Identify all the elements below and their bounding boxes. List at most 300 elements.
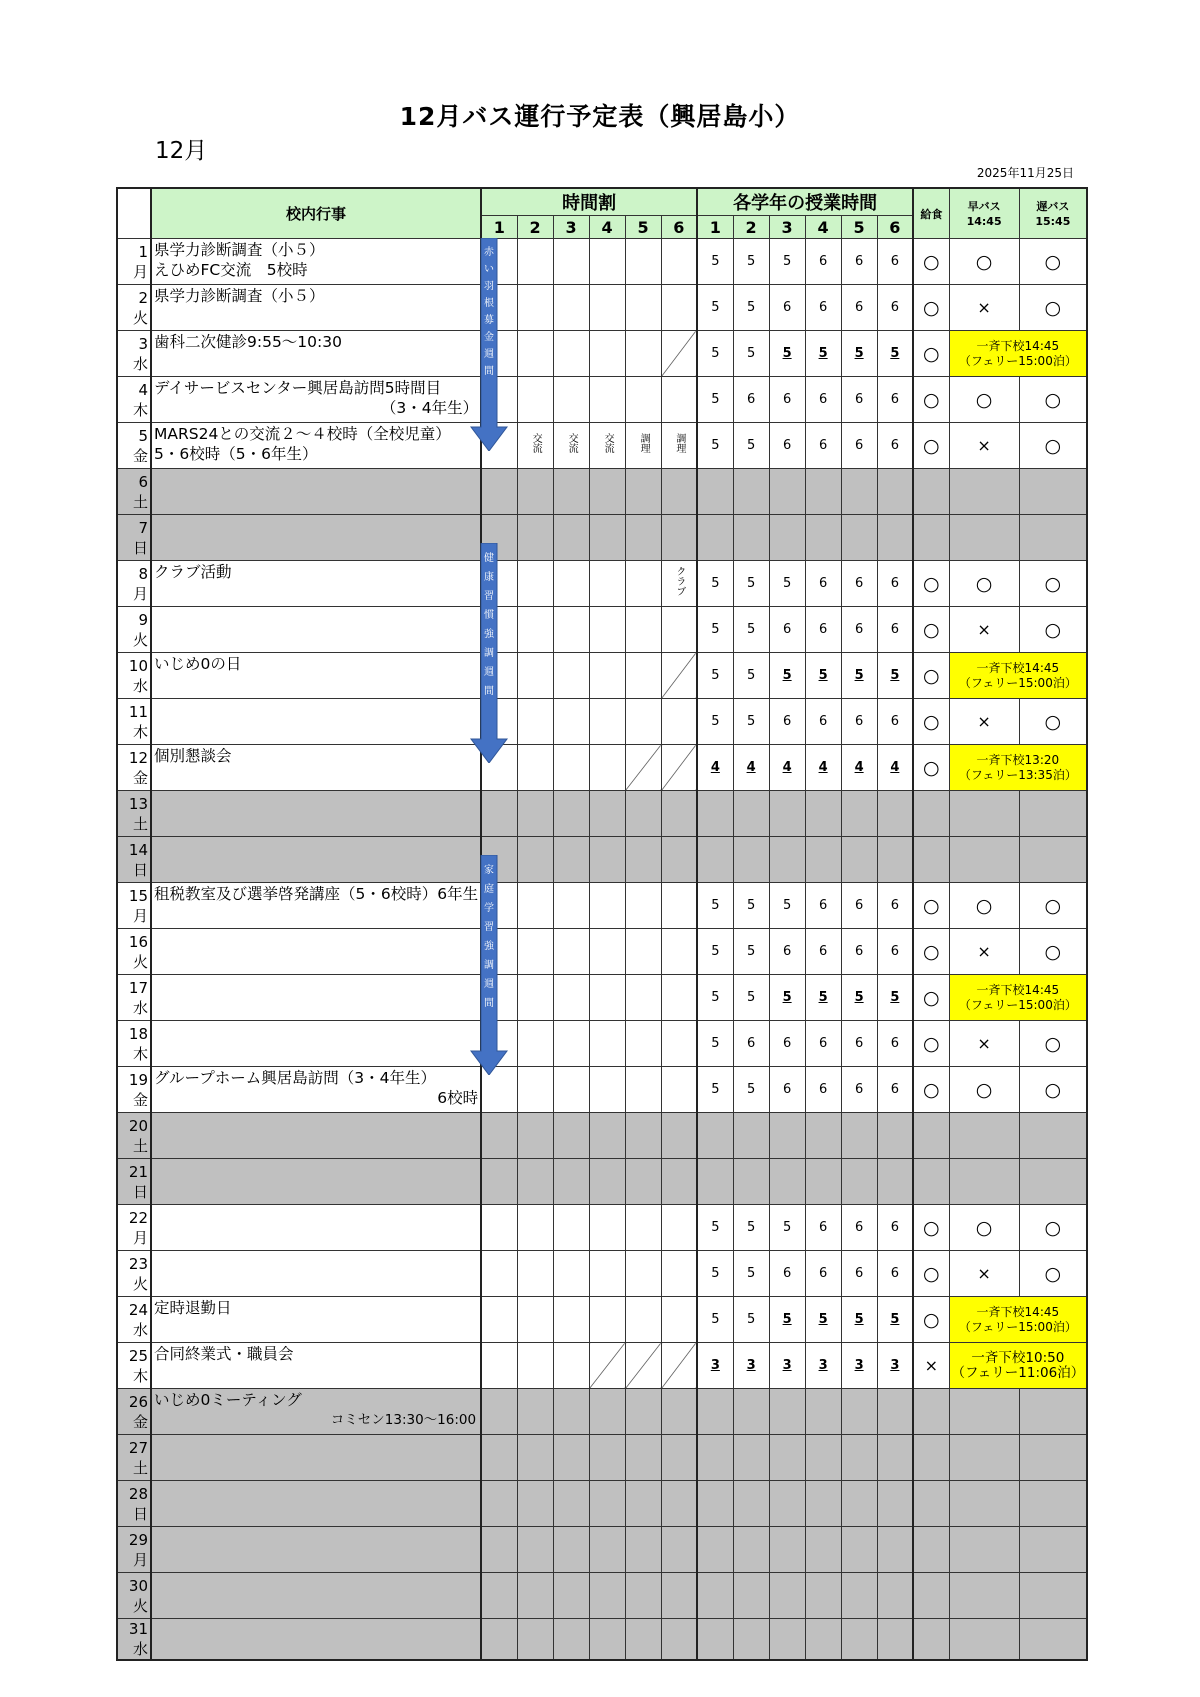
grade-hours-cell [805, 883, 841, 929]
period-cell [589, 561, 625, 607]
early-bus-time: 14:45 [966, 214, 1002, 228]
grade-hours-cell [841, 791, 877, 837]
late-bus-cell [1019, 1067, 1087, 1113]
grade-hours-cell [805, 1067, 841, 1113]
period-cell [661, 883, 697, 929]
period-cell [589, 1389, 625, 1435]
day-number: 28 [128, 1484, 148, 1503]
event-cell [151, 1343, 481, 1389]
ferry-time: （フェリー13:35泊） [958, 767, 1077, 782]
period-cell [517, 1021, 553, 1067]
event-line: 歯科二次健診9:55～10:30 [154, 333, 342, 351]
period-cell [661, 1619, 697, 1661]
late-bus-time: 15:45 [1035, 214, 1071, 228]
late-bus-mark: ○ [1044, 1078, 1062, 1101]
grade-hours-cell [769, 1619, 805, 1661]
grade-hours-cell [733, 239, 769, 285]
lesson-count: 5 [711, 346, 720, 361]
day-of-week: 土 [132, 1458, 148, 1477]
lesson-count: 3 [818, 1358, 828, 1373]
period-cell [553, 1435, 589, 1481]
day-number: 2 [138, 288, 148, 307]
grade-hours-cell [697, 1619, 733, 1661]
day-of-week: 金 [132, 768, 148, 787]
period-cell [661, 1389, 697, 1435]
grade-hours-cell [877, 1297, 913, 1343]
day-row [117, 1343, 1087, 1389]
early-bus-cell [949, 1435, 1019, 1481]
dismissal-time: 一斉下校14:45 [976, 1304, 1060, 1319]
day-of-week: 土 [132, 814, 148, 833]
lesson-count: 6 [854, 438, 864, 453]
date-cell [117, 929, 151, 975]
late-bus-cell [1019, 423, 1087, 469]
early-bus-mark: ○ [975, 1078, 993, 1101]
lunch-cell [913, 1159, 949, 1205]
lunch-cell [913, 699, 949, 745]
event-cell [151, 515, 481, 561]
date-cell [117, 377, 151, 423]
dismissal-time: 一斉下校14:45 [976, 982, 1060, 997]
grade-hours-cell [733, 837, 769, 883]
day-row [117, 331, 1087, 377]
lesson-count: 5 [746, 668, 756, 683]
period-cell [481, 1389, 517, 1435]
period-cell [589, 1159, 625, 1205]
lesson-count: 6 [890, 300, 899, 315]
day-number: 18 [128, 1024, 148, 1043]
day-number: 26 [128, 1392, 148, 1411]
lesson-count: 6 [818, 898, 828, 913]
day-number: 24 [128, 1300, 148, 1319]
day-of-week: 木 [132, 722, 148, 741]
event-cell [151, 975, 481, 1021]
period-cell [625, 331, 661, 377]
period-cell [481, 791, 517, 837]
period-cell [589, 699, 625, 745]
grade-number: 5 [841, 216, 877, 239]
lesson-count: 4 [854, 760, 864, 775]
period-cell [589, 929, 625, 975]
date-cell [117, 1067, 151, 1113]
period-number: 4 [589, 216, 625, 239]
event-line: グループホーム興居島訪問（3・4年生） [154, 1069, 436, 1087]
period-cell [661, 745, 697, 791]
period-cell [553, 1481, 589, 1527]
grade-hours-cell [877, 423, 913, 469]
day-row [117, 1113, 1087, 1159]
dismissal-time: 一斉下校13:20 [976, 752, 1060, 767]
period-cell [589, 1435, 625, 1481]
lesson-count: 6 [818, 1266, 828, 1281]
lunch-cell [913, 1297, 949, 1343]
late-bus-cell [1019, 1159, 1087, 1205]
period-cell [661, 1297, 697, 1343]
day-number: 6 [138, 472, 148, 491]
lesson-count: 6 [890, 944, 899, 959]
period-cell [661, 653, 697, 699]
period-cell [625, 469, 661, 515]
day-of-week: 水 [132, 998, 148, 1017]
event-line: （3・4年生） [380, 399, 479, 417]
lesson-count: 6 [818, 438, 828, 453]
grade-hours-cell [697, 653, 733, 699]
day-number: 1 [138, 242, 148, 261]
lesson-count: 5 [854, 668, 864, 683]
day-number: 22 [128, 1208, 148, 1227]
grade-hours-cell [733, 1251, 769, 1297]
lunch-header: 給食 [913, 188, 949, 239]
day-number: 9 [138, 610, 148, 629]
early-bus-cell [949, 1021, 1019, 1067]
late-bus-cell [1019, 791, 1087, 837]
lesson-count: 6 [854, 254, 864, 269]
day-number: 27 [128, 1438, 148, 1457]
week-arrow [470, 543, 508, 763]
grade-hours-cell [841, 1343, 877, 1389]
lesson-count: 6 [782, 944, 792, 959]
grade-hours-cell [733, 515, 769, 561]
day-of-week: 日 [132, 1504, 148, 1523]
event-cell [151, 1251, 481, 1297]
early-bus-cell [949, 883, 1019, 929]
lunch-cell [913, 929, 949, 975]
period-cell [625, 1159, 661, 1205]
event-line: 定時退勤日 [154, 1299, 232, 1317]
period-cell [553, 239, 589, 285]
lesson-count: 5 [782, 1220, 792, 1235]
period-cell [589, 1113, 625, 1159]
grade-hours-cell [805, 1481, 841, 1527]
grade-hours-cell [733, 1343, 769, 1389]
early-bus-mark: × [977, 712, 991, 731]
early-bus-cell [949, 791, 1019, 837]
grade-hours-cell [841, 1159, 877, 1205]
day-of-week: 月 [132, 1550, 148, 1569]
day-of-week: 土 [132, 1136, 148, 1155]
event-line: 租税教室及び選挙啓発講座（5・6校時）6年生 [154, 885, 479, 903]
period-cell [625, 607, 661, 653]
period-cell [661, 1205, 697, 1251]
grade-hours-cell [769, 1527, 805, 1573]
day-number: 23 [128, 1254, 148, 1273]
date-header [117, 188, 151, 239]
period-cell [625, 561, 661, 607]
grade-hours-cell [733, 285, 769, 331]
lunch-mark: ○ [923, 756, 940, 779]
period-cell [553, 423, 589, 469]
grade-hours-cell [805, 1343, 841, 1389]
period-cell [661, 1021, 697, 1067]
date-cell [117, 1573, 151, 1619]
grade-hours-cell [841, 1389, 877, 1435]
grade-hours-cell [805, 837, 841, 883]
period-cell [625, 883, 661, 929]
period-cell [553, 515, 589, 561]
period-cell [625, 1113, 661, 1159]
early-bus-cell [949, 285, 1019, 331]
lesson-count: 6 [818, 254, 828, 269]
day-of-week: 水 [132, 354, 148, 373]
period-cell [625, 1205, 661, 1251]
period-cell [481, 1343, 517, 1389]
lesson-count: 5 [782, 576, 792, 591]
lesson-count: 4 [710, 760, 720, 775]
date-cell [117, 1619, 151, 1661]
lesson-count: 4 [746, 760, 756, 775]
date-cell [117, 423, 151, 469]
grade-hours-cell [769, 239, 805, 285]
date-cell [117, 975, 151, 1021]
grade-hours-cell [697, 1343, 733, 1389]
day-of-week: 木 [132, 400, 148, 419]
lesson-count: 6 [854, 622, 864, 637]
grade-hours-cell [877, 239, 913, 285]
lunch-mark: ○ [923, 664, 940, 687]
day-row [117, 1021, 1087, 1067]
grade-number: 1 [697, 216, 733, 239]
period-cell [589, 515, 625, 561]
event-cell [151, 1481, 481, 1527]
period-cell [589, 1297, 625, 1343]
grade-hours-cell [769, 745, 805, 791]
lesson-count: 5 [854, 1312, 864, 1327]
lesson-count: 6 [890, 1036, 899, 1051]
grade-hours-cell [805, 239, 841, 285]
grade-number: 2 [733, 216, 769, 239]
period-cell [553, 1389, 589, 1435]
late-bus-cell [1019, 515, 1087, 561]
grade-hours-cell [697, 1481, 733, 1527]
dismissal-time: 一斉下校10:50 [971, 1349, 1065, 1366]
grade-hours-cell [841, 239, 877, 285]
grade-hours-cell [697, 1389, 733, 1435]
period-cell [553, 607, 589, 653]
dismissal-time: 一斉下校14:45 [976, 660, 1060, 675]
late-bus-cell [1019, 883, 1087, 929]
grade-hours-cell [697, 1067, 733, 1113]
early-bus-cell [949, 1113, 1019, 1159]
period-cell [517, 561, 553, 607]
grade-hours-cell [805, 1435, 841, 1481]
day-of-week: 水 [132, 1320, 148, 1339]
date-cell [117, 607, 151, 653]
lunch-cell [913, 1251, 949, 1297]
grade-hours-cell [697, 239, 733, 285]
day-row [117, 239, 1087, 285]
event-cell [151, 791, 481, 837]
period-number: 2 [517, 216, 553, 239]
period-cell [481, 1251, 517, 1297]
period-note: 調理 [638, 433, 650, 453]
lesson-count: 5 [746, 622, 756, 637]
day-number: 21 [128, 1162, 148, 1181]
grade-hours-cell [769, 1021, 805, 1067]
period-cell [517, 745, 553, 791]
day-number: 17 [128, 978, 148, 997]
day-of-week: 日 [132, 538, 148, 557]
period-cell [553, 1067, 589, 1113]
event-line: いじめ0ミーティング [154, 1391, 302, 1409]
date-cell [117, 331, 151, 377]
grade-hours-cell [841, 1527, 877, 1573]
period-cell [589, 883, 625, 929]
period-cell [589, 469, 625, 515]
late-bus-mark: ○ [1044, 1032, 1062, 1055]
event-cell [151, 883, 481, 929]
early-bus-header [949, 188, 1019, 239]
event-line: 県学力診断調査（小５） [154, 241, 325, 259]
lesson-count: 5 [746, 714, 756, 729]
lunch-mark: ○ [923, 434, 940, 457]
lesson-count: 6 [890, 1266, 899, 1281]
late-bus-cell [1019, 239, 1087, 285]
event-line: 合同終業式・職員会 [154, 1345, 294, 1363]
lesson-count: 6 [854, 392, 864, 407]
grade-hours-cell [697, 423, 733, 469]
grade-hours-cell [877, 469, 913, 515]
late-bus-cell [1019, 607, 1087, 653]
date-cell [117, 1343, 151, 1389]
grade-number: 3 [769, 216, 805, 239]
date-cell [117, 1251, 151, 1297]
early-bus-cell [949, 1159, 1019, 1205]
late-bus-cell [1019, 1573, 1087, 1619]
early-bus-mark: ○ [975, 894, 993, 917]
period-cell [589, 1573, 625, 1619]
period-cell [517, 1251, 553, 1297]
period-cell [517, 1619, 553, 1661]
period-cell [589, 745, 625, 791]
lesson-count: 5 [711, 1082, 720, 1097]
lesson-count: 3 [782, 1358, 792, 1373]
grade-hours-cell [769, 1573, 805, 1619]
event-cell [151, 239, 481, 285]
event-cell [151, 1205, 481, 1251]
period-cell [481, 1159, 517, 1205]
period-note: 交流 [530, 433, 542, 453]
late-bus-cell [1019, 561, 1087, 607]
lunch-cell [913, 561, 949, 607]
lesson-count: 6 [854, 1082, 864, 1097]
grade-hours-cell [733, 1389, 769, 1435]
grade-hours-cell [697, 929, 733, 975]
grade-hours-cell [733, 1435, 769, 1481]
late-bus-cell [1019, 1251, 1087, 1297]
grade-hours-cell [877, 515, 913, 561]
lunch-cell [913, 975, 949, 1021]
grade-hours-cell [805, 745, 841, 791]
period-cell [625, 1021, 661, 1067]
period-cell [589, 1205, 625, 1251]
grade-hours-cell [733, 883, 769, 929]
period-cell [553, 377, 589, 423]
early-bus-cell [949, 1205, 1019, 1251]
period-cell [661, 791, 697, 837]
lesson-count: 3 [890, 1358, 900, 1373]
date-cell [117, 1389, 151, 1435]
grade-hours-cell [877, 377, 913, 423]
late-bus-cell [1019, 1021, 1087, 1067]
grade-hours-cell [877, 837, 913, 883]
lunch-cell [913, 469, 949, 515]
period-cell [589, 1067, 625, 1113]
grade-hours-cell [841, 1619, 877, 1661]
period-cell [661, 423, 697, 469]
grade-hours-cell [733, 975, 769, 1021]
lunch-cell [913, 515, 949, 561]
period-cell [589, 423, 625, 469]
period-cell [625, 1389, 661, 1435]
period-cell [553, 929, 589, 975]
late-bus-mark: ○ [1044, 434, 1062, 457]
late-bus-mark: ○ [1044, 296, 1062, 319]
grade-hours-cell [841, 1067, 877, 1113]
late-bus-mark: ○ [1044, 250, 1062, 273]
day-number: 15 [128, 886, 148, 905]
lunch-cell [913, 653, 949, 699]
date-cell [117, 653, 151, 699]
day-row [117, 1251, 1087, 1297]
grade-hours-cell [841, 469, 877, 515]
day-number: 3 [138, 334, 148, 353]
period-cell [517, 423, 553, 469]
lesson-count: 4 [782, 760, 792, 775]
period-cell [553, 699, 589, 745]
grade-hours-cell [769, 377, 805, 423]
lunch-cell [913, 1619, 949, 1661]
lesson-count: 6 [782, 714, 792, 729]
period-cell [553, 837, 589, 883]
lunch-cell [913, 1389, 949, 1435]
day-number: 8 [138, 564, 148, 583]
grade-hours-cell [877, 561, 913, 607]
lesson-count: 5 [746, 944, 756, 959]
grade-hours-cell [841, 1205, 877, 1251]
lesson-count: 4 [890, 760, 900, 775]
period-cell [589, 1619, 625, 1661]
lesson-count: 6 [782, 438, 792, 453]
event-line: 個別懇談会 [154, 747, 232, 765]
event-line: コミセン13:30～16:00 [330, 1412, 477, 1428]
lesson-count: 5 [782, 898, 792, 913]
lesson-count: 6 [890, 898, 899, 913]
grade-hours-cell [769, 285, 805, 331]
period-cell [481, 1481, 517, 1527]
period-number: 5 [625, 216, 661, 239]
lunch-cell [913, 1527, 949, 1573]
lesson-count: 5 [711, 668, 720, 683]
early-bus-cell [949, 607, 1019, 653]
grade-hours-cell [841, 561, 877, 607]
grade-hours-cell [841, 653, 877, 699]
period-cell [553, 745, 589, 791]
lesson-count: 6 [890, 622, 899, 637]
period-cell [661, 515, 697, 561]
grade-hours-cell [697, 1021, 733, 1067]
lunch-mark: ○ [923, 1216, 940, 1239]
lesson-count: 5 [782, 254, 792, 269]
day-of-week: 火 [132, 1274, 148, 1293]
lesson-count: 6 [818, 1036, 828, 1051]
lesson-count: 5 [746, 346, 756, 361]
grade-hours-cell [697, 561, 733, 607]
lesson-count: 6 [854, 576, 864, 591]
period-cell [517, 1481, 553, 1527]
lesson-count: 6 [782, 392, 792, 407]
grade-hours-cell [877, 745, 913, 791]
date-cell [117, 1205, 151, 1251]
